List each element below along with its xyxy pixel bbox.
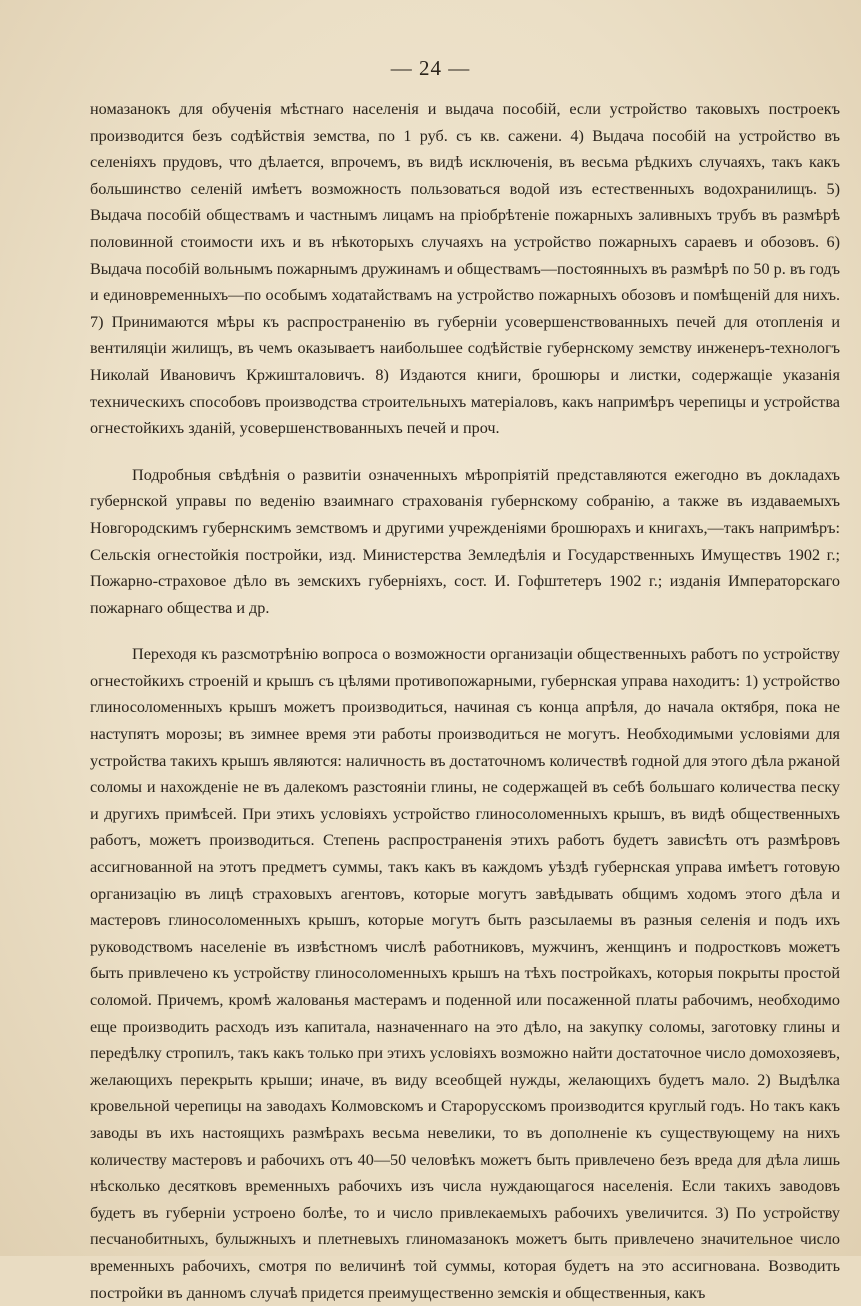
paragraph-sources: Подробныя свѣдѣнія о развитіи означенныхъ мѣропріятій представляются ежегодно въ докладахъ губернской управы по веденію взаимнаго страхованія губернскому собранію, а также въ издаваемыхъ Новгородскимъ губернскимъ земствомъ и другими учрежденіями брошюрахъ и книгахъ,—такъ напримѣръ: Сельскія огнестойкія постройки, изд. Министерства Земледѣлія и Государственныхъ Имуществъ 1902 г.; Пожарно-страховое дѣло въ земскихъ губерніяхъ, сост. И. Гофштетеръ 1902 г.; изданія Императорскаго пожарнаго общества и др.	[90, 465, 840, 617]
paragraph-continuation: номазанокъ для обученія мѣстнаго населенія и выдача пособій, если устройство таковыхъ построекъ производится безъ содѣйствія земства, по 1 руб. съ кв. сажени. 4) Выдача пособій на устройство въ селеніяхъ прудовъ, что дѣлается, впрочемъ, въ видѣ исключенія, въ весьма рѣдкихъ случаяхъ, такъ какъ большинство селеній имѣетъ возможность пользоваться водой изъ естественныхъ водохранилищъ. 5) Выдача пособій обществамъ и частнымъ лицамъ на пріобрѣтеніе пожарныхъ заливныхъ трубъ въ размѣрѣ половинной стоимости ихъ и въ нѣкоторыхъ случаяхъ на устройство пожарныхъ сараевъ и обозовъ. 6) Выдача пособій вольнымъ пожарнымъ дружинамъ и обществамъ—постоянныхъ въ размѣрѣ по 50 р. въ годъ и единовременныхъ—по особымъ ходатайствамъ на устройство пожарныхъ обозовъ и помѣщеній для нихъ. 7) Принимаются мѣры къ распространенію въ губерніи усовершенствованныхъ печей для отопленія и вентиляціи жилищъ, въ чемъ оказываетъ наибольшее содѣйствіе губернскому земству инженеръ-технологъ Николай Ивановичъ Кржишталовичъ. 8) Издаются книги, брошюры и листки, содержащіе указанія техническихъ способовъ производства строительныхъ матеріаловъ, какъ напримѣръ черепицы и устройства огнестойкихъ зданій, усовершенствованныхъ печей и проч.	[90, 100, 840, 438]
body-text	[90, 96, 840, 1306]
page-number: — 24 —	[390, 56, 471, 80]
paragraph-public-works: Переходя къ разсмотрѣнію вопроса о возможности организаціи общественныхъ работъ по устройству огнестойкихъ строеній и крышъ съ цѣлями противопожарными, губернская управа находитъ: 1) устройство глиносоломенныхъ крышъ можетъ производиться, начиная съ конца апрѣля, до начала октября, пока не наступятъ морозы; въ зимнее время эти работы производиться не могутъ. Необходимыми условіями для устройства такихъ крышъ являются: наличность въ достаточномъ количествѣ годной для этого дѣла ржаной соломы и нахожденіе не въ далекомъ разстояніи глины, не содержащей въ себѣ большаго количества песку и другихъ примѣсей. При этихъ условіяхъ устройство глиносоломенныхъ крышъ, въ видѣ общественныхъ работъ, можетъ производиться. Степень распространенія этихъ работъ будетъ зависѣть отъ размѣровъ ассигнованной на этотъ предметъ суммы, такъ какъ въ каждомъ уѣздѣ губернская управа имѣетъ готовую организацію въ лицѣ страховыхъ агентовъ, которые могутъ завѣдывать общимъ ходомъ этого дѣла и мастеровъ глиносоломенныхъ крышъ, которые могутъ быть разсылаемы въ разныя селенія и подъ ихъ руководствомъ населеніе въ извѣстномъ числѣ работниковъ, мужчинъ, женщинъ и подростковъ можетъ быть привлечено къ устройству глиносоломенныхъ крышъ на тѣхъ постройкахъ, которыя покрыты простой соломой. Причемъ, кромѣ жалованья мастерамъ и поденной или посаженной платы рабочимъ, необходимо еще производить расходъ изъ капитала, назначеннаго на это дѣло, на закупку соломы, заготовку глины и передѣлку стропилъ, такъ какъ только при этихъ условіяхъ возможно найти достаточное число домохозяевъ, желающихъ перекрыть крыши; иначе, въ виду всеобщей нужды, желающихъ будетъ мало. 2) Выдѣлка кровельной черепицы на заводахъ Колмовскомъ и Старорусскомъ производится круглый годъ. Но такъ какъ заводы въ ихъ настоящихъ размѣрахъ весьма невелики, то въ дополненіе къ существующему на нихъ количеству мастеровъ и рабочихъ отъ 40—50 человѣкъ можетъ быть привлечено безъ вреда для дѣла лишь нѣсколько десятковъ временныхъ рабочихъ изъ числа нуждающагося населенія. Если такихъ заводовъ будетъ въ губерніи устроено болѣе, то и число привлекаемыхъ рабочихъ увеличится. 3) По устройству песчанобитныхъ, булыжныхъ и плетневыхъ глиномазанокъ можетъ быть привлечено значительное число временныхъ рабочихъ, смотря по величинѣ той суммы, которая будетъ на это ассигнована. Возводить постройки въ данномъ случаѣ придется преимущественно земскія и общественныя, какъ	[90, 645, 840, 1302]
